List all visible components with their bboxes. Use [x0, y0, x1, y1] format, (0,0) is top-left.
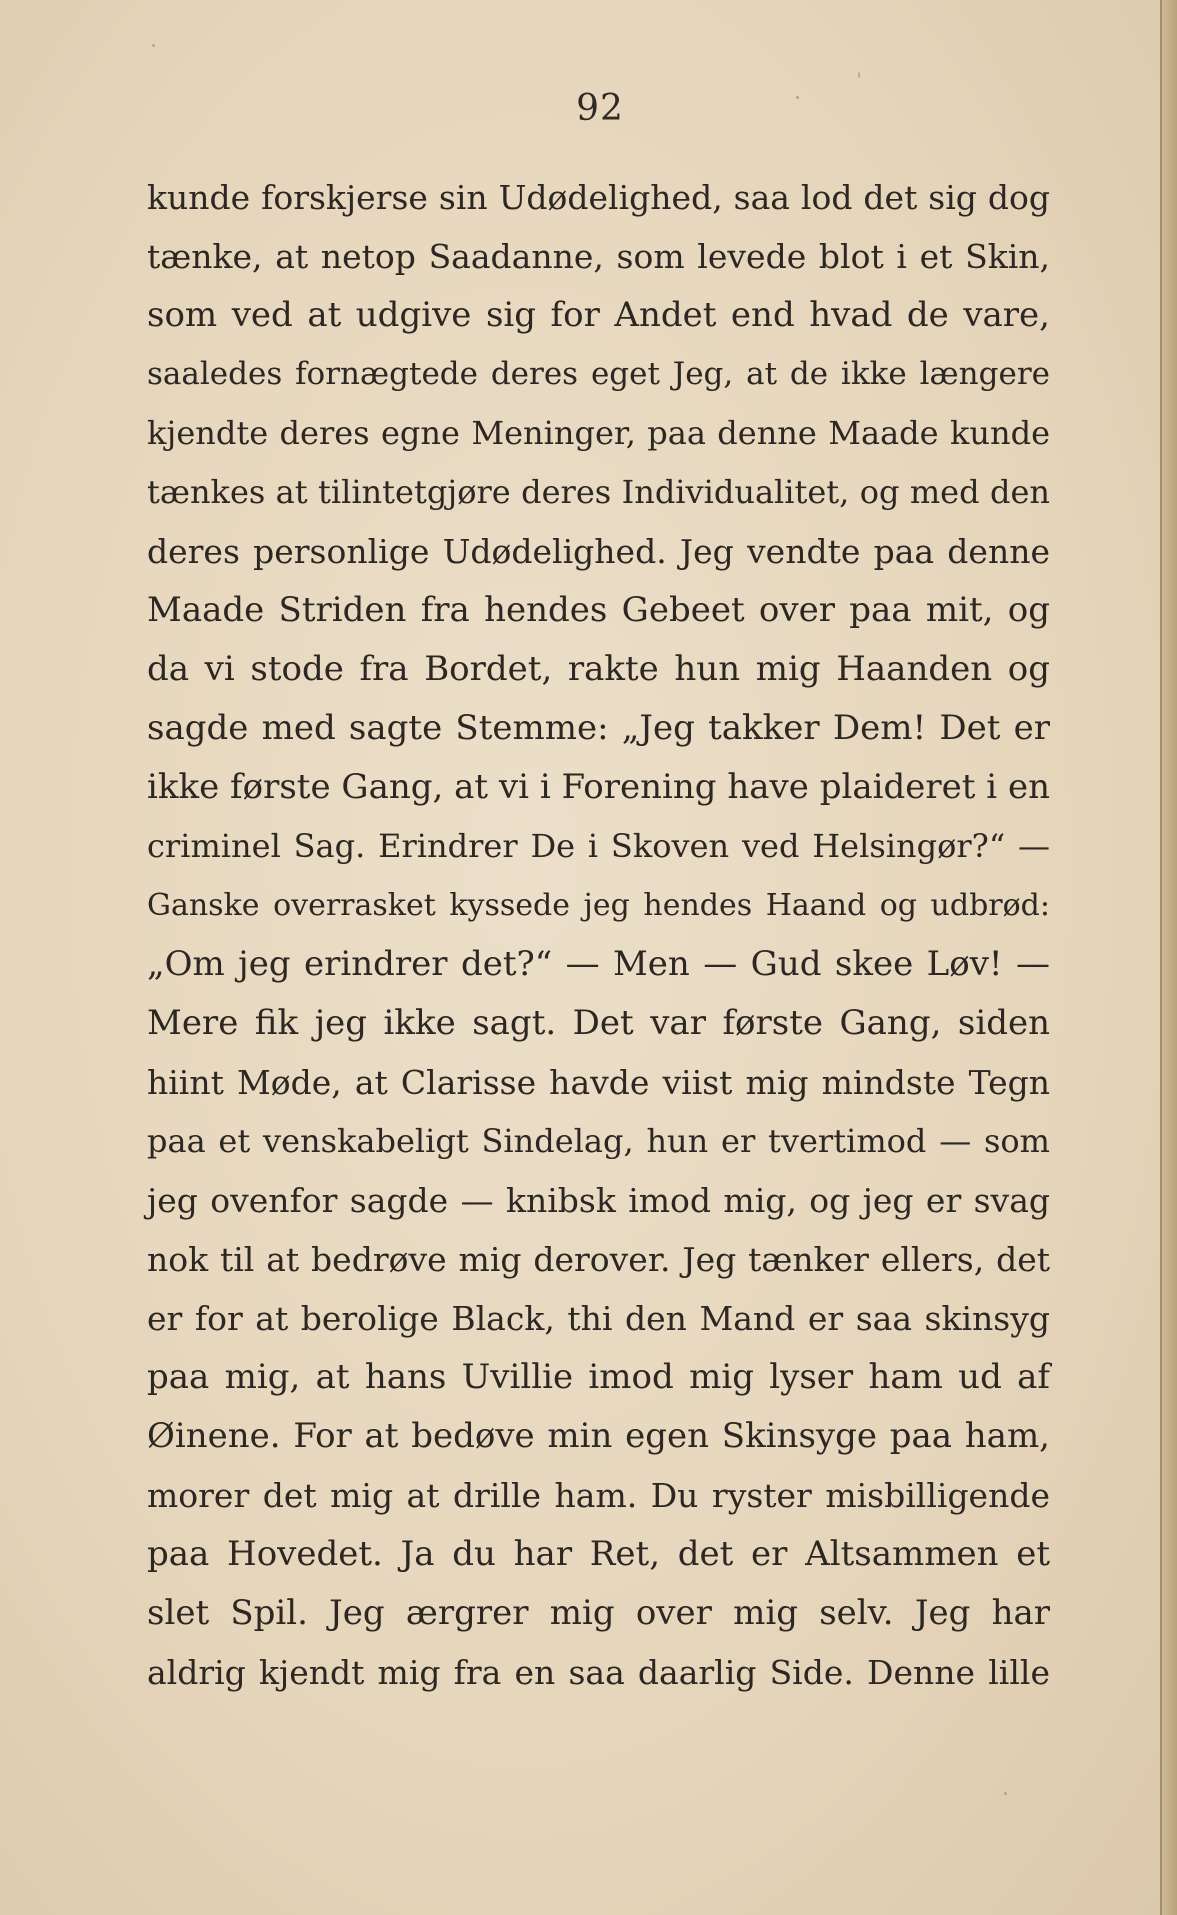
text-line: paa Hovedet. Ja du har Ret, det er Altsammen et: [147, 1534, 1050, 1574]
text-line: paa mig, at hans Uvillie imod mig lyser ham ud af: [147, 1357, 1050, 1397]
body-text: [147, 168, 1050, 1702]
text-line: Ganske overrasket kyssede jeg hendes Haand og udbrød:: [147, 888, 1050, 923]
paper-speck: [1004, 1792, 1007, 1795]
paper-speck: [152, 44, 155, 47]
text-line: deres personlige Udødelighed. Jeg vendte paa denne: [147, 532, 1050, 571]
text-line: aldrig kjendt mig fra en saa daarlig Side. Denne lille: [147, 1653, 1050, 1692]
text-line: sagde med sagte Stemme: „Jeg takker Dem! Det er: [147, 708, 1050, 748]
text-line: morer det mig at drille ham. Du ryster misbilligende: [147, 1476, 1050, 1515]
text-line: slet Spil. Jeg ærgrer mig over mig selv. Jeg har: [147, 1593, 1050, 1633]
text-line: Mere fik jeg ikke sagt. Det var første Gang, siden: [147, 1003, 1050, 1043]
text-line: hiint Møde, at Clarisse havde viist mig mindste Tegn: [147, 1063, 1050, 1102]
text-line: kunde forskjerse sin Udødelighed, saa lod det sig dog: [147, 178, 1050, 217]
paper-speck: [858, 72, 860, 78]
text-line: som ved at udgive sig for Andet end hvad de vare,: [147, 295, 1050, 335]
text-line: jeg ovenfor sagde — knibsk imod mig, og jeg er svag: [147, 1181, 1050, 1220]
text-line: er for at berolige Black, thi den Mand er saa skinsyg: [147, 1299, 1050, 1338]
text-line: Maade Striden fra hendes Gebeet over paa mit, og: [147, 590, 1050, 630]
page-number: 92: [576, 88, 624, 129]
text-line: kjendte deres egne Meninger, paa denne Maade kunde: [147, 414, 1050, 452]
text-line: criminel Sag. Erindrer De i Skoven ved Helsingør?“ —: [147, 827, 1050, 865]
text-line: paa et venskabeligt Sindelag, hun er tvertimod — som: [147, 1122, 1050, 1160]
text-line: Øinene. For at bedøve min egen Skinsyge paa ham,: [147, 1416, 1050, 1456]
text-line: ikke første Gang, at vi i Forening have plaideret i en: [147, 767, 1050, 807]
text-line: da vi stode fra Bordet, rakte hun mig Haanden og: [147, 649, 1050, 689]
text-line: tænkes at tilintetgjøre deres Individualitet, og med den: [147, 473, 1050, 511]
text-line: saaledes fornægtede deres eget Jeg, at de ikke længere: [147, 356, 1050, 392]
text-line: „Om jeg erindrer det?“ — Men — Gud skee Løv! —: [147, 944, 1050, 984]
text-line: tænke, at netop Saadanne, som levede blot i et Skin,: [147, 237, 1050, 276]
page-edge: [1160, 0, 1177, 1915]
text-line: nok til at bedrøve mig derover. Jeg tænker ellers, det: [147, 1240, 1050, 1279]
